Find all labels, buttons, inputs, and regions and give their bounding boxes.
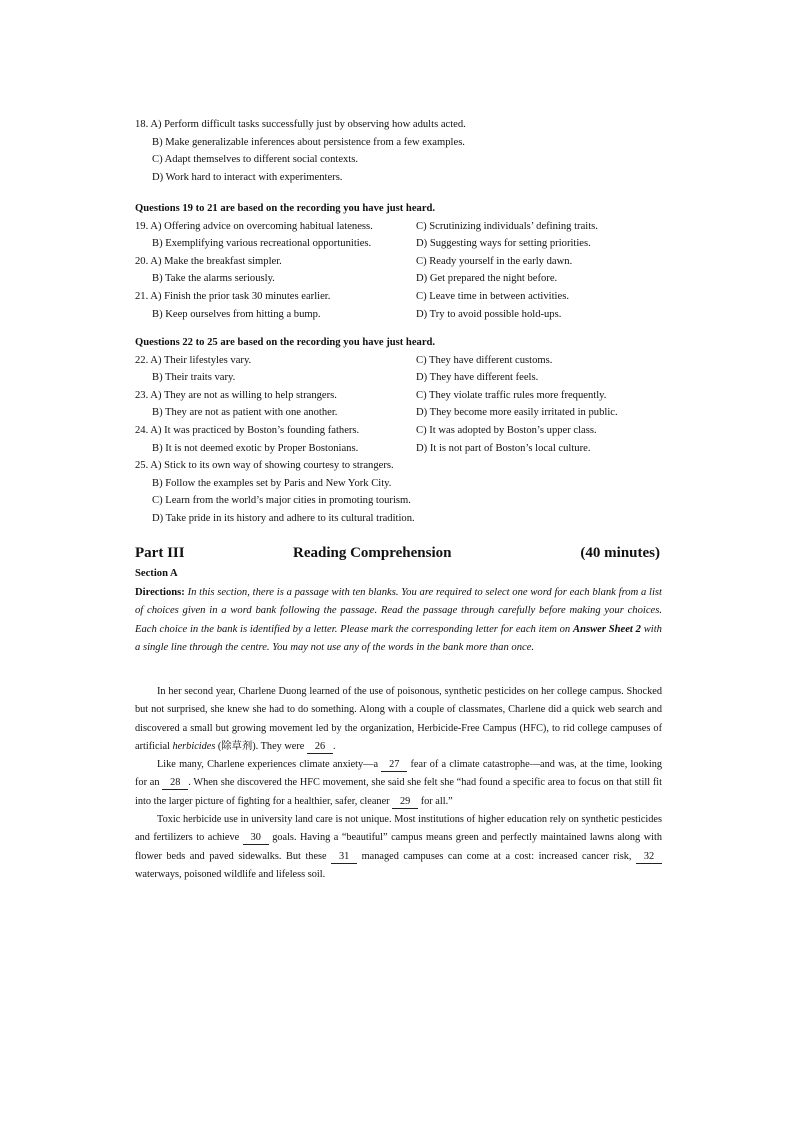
q20-b: B) Take the alarms seriously.	[152, 273, 275, 285]
q20-a: 20. A) Make the breakfast simpler.	[135, 255, 282, 267]
directions-text-2: with a single line through the centre. You may not use any of the words in the bank more than once.	[135, 623, 662, 654]
q19-c: C) Scrutinizing individuals’ defining traits.	[416, 220, 598, 232]
p1-term: herbicides	[172, 740, 216, 752]
p3-text-d: waterways, poisoned wildlife and lifeless soil.	[135, 868, 326, 880]
q24-b: B) It is not deemed exotic by Proper Bostonians.	[152, 442, 359, 454]
q18-a-text: A) Perform difficult tasks successfully just by observing how adults acted.	[150, 119, 466, 130]
q24-d: D) It is not part of Boston’s local culture.	[416, 442, 591, 454]
question-18	[135, 116, 695, 186]
passage-paragraph-3	[135, 811, 662, 884]
q21-row-ac	[135, 288, 695, 306]
q24-c: C) It was adopted by Boston’s upper class.	[416, 424, 597, 436]
blank-28: 28	[162, 777, 188, 790]
q19-b: B) Exemplifying various recreational opportunities.	[152, 238, 372, 250]
q25-a: 25. A) Stick to its own way of showing courtesy to strangers.	[135, 460, 394, 472]
q23-a: 23. A) They are not as willing to help strangers.	[135, 389, 337, 401]
reading-passage	[135, 683, 662, 884]
p2-text-b: fear of a climate catastrophe—and was, at the time, looking for an	[135, 759, 662, 789]
part-title: Reading Comprehension	[293, 545, 452, 561]
p1-gloss: (除草剂). They were	[215, 740, 307, 752]
q18-option-d: D) Work hard to interact with experimenters.	[152, 171, 343, 183]
q24-row-bd	[135, 440, 695, 458]
q24-row-ac	[135, 422, 695, 440]
q18-option-b: B) Make generalizable inferences about persistence from a few examples.	[152, 136, 465, 148]
q19-d: D) Suggesting ways for setting priorities.	[416, 238, 591, 250]
q20-c: C) Ready yourself in the early dawn.	[416, 255, 573, 267]
q22-c: C) They have different customs.	[416, 354, 553, 366]
q22-a: 22. A) Their lifestyles vary.	[135, 354, 252, 366]
p3-text-c: managed campuses can come at a cost: increased cancer risk,	[357, 850, 636, 862]
q22-b: B) Their traits vary.	[152, 372, 236, 384]
blank-30: 30	[243, 832, 269, 845]
questions-19-21	[135, 193, 695, 323]
blank-31: 31	[331, 851, 357, 864]
section-heading: Section A	[135, 568, 178, 579]
blank-26: 26	[307, 741, 333, 754]
q20-row-bd	[135, 270, 695, 288]
q21-row-bd	[135, 306, 695, 324]
q19-row-bd	[135, 235, 695, 253]
q23-row-bd	[135, 404, 695, 422]
q18-option-a	[135, 116, 695, 134]
directions	[135, 584, 662, 658]
blank-29: 29	[392, 796, 418, 809]
q18-number: 18.	[135, 119, 149, 130]
passage-paragraph-2	[135, 756, 662, 811]
answer-sheet-ref: Answer Sheet 2	[573, 623, 641, 635]
directions-label: Directions:	[135, 587, 185, 598]
p3-text-b: goals. Having a “beautiful” campus means green and perfectly maintained lawns along with flower beds and paved sidewalks. But these	[135, 832, 662, 862]
q23-c: C) They violate traffic rules more frequently.	[416, 389, 607, 401]
q24-a: 24. A) It was practiced by Boston’s founding fathers.	[135, 424, 360, 436]
q25-b: B) Follow the examples set by Paris and New York City.	[152, 477, 392, 489]
q18-option-c: C) Adapt themselves to different social contexts.	[152, 154, 359, 166]
q19-a: 19. A) Offering advice on overcoming habitual lateness.	[135, 220, 373, 232]
p2-text-d: for all.”	[418, 795, 453, 807]
q23-row-ac	[135, 387, 695, 405]
passage-paragraph-1	[135, 683, 662, 756]
q20-row-ac	[135, 253, 695, 271]
q21-b: B) Keep ourselves from hitting a bump.	[152, 308, 321, 320]
p1-text: In her second year, Charlene Duong learned of the use of poisonous, synthetic pesticides on her college campus. Shocked but not surprised, she knew she had to do something. Along with a couple of classmates, Charlene did a quick web search and discovered a small but growing movement led by the organization, Herbicide-Free Campus (HFC), to rid college campuses of artificial	[135, 686, 662, 752]
q23-b: B) They are not as patient with one another.	[152, 407, 338, 419]
blank-32: 32	[636, 851, 662, 864]
q22-row-ac	[135, 352, 695, 370]
group1-heading: Questions 19 to 21 are based on the recording you have just heard.	[135, 203, 436, 214]
q23-d: D) They become more easily irritated in public.	[416, 407, 618, 419]
p1-end: .	[332, 740, 336, 752]
q21-c: C) Leave time in between activities.	[416, 290, 569, 302]
questions-22-25	[135, 327, 695, 528]
q19-row-ac	[135, 218, 695, 236]
p2-text-a: Like many, Charlene experiences climate anxiety—a	[157, 759, 382, 771]
q25-c: C) Learn from the world’s major cities in promoting tourism.	[152, 495, 411, 507]
q22-row-bd	[135, 369, 695, 387]
q20-d: D) Get prepared the night before.	[416, 273, 558, 285]
blank-27: 27	[381, 759, 407, 772]
p3-text-a: Toxic herbicide use in university land care is not unique. Most institutions of higher education rely on synthetic pesticides and fertilizers to achieve	[135, 814, 662, 844]
part-header	[135, 545, 660, 567]
q21-a: 21. A) Finish the prior task 30 minutes earlier.	[135, 290, 331, 302]
p2-text-c: . When she discovered the HFC movement, she said she felt she “had found a specific area to focus on that still fit into the larger picture of fighting for a healthier, safer, cleaner	[135, 777, 663, 807]
part-label: Part III	[135, 545, 185, 561]
part-time: (40 minutes)	[580, 545, 660, 561]
q21-d: D) Try to avoid possible hold-ups.	[416, 308, 562, 320]
directions-text-1: In this section, there is a passage with ten blanks. You are required to select one word for each blank from a list of choices given in a word bank following the passage. Read the passage through carefully before making your choices. Each choice in the bank is identified by a letter. Please mark the corresponding letter for each item on	[135, 587, 663, 635]
q22-d: D) They have different feels.	[416, 372, 539, 384]
group2-heading: Questions 22 to 25 are based on the recording you have just heard.	[135, 337, 436, 348]
q25-d: D) Take pride in its history and adhere to its cultural tradition.	[152, 512, 415, 524]
